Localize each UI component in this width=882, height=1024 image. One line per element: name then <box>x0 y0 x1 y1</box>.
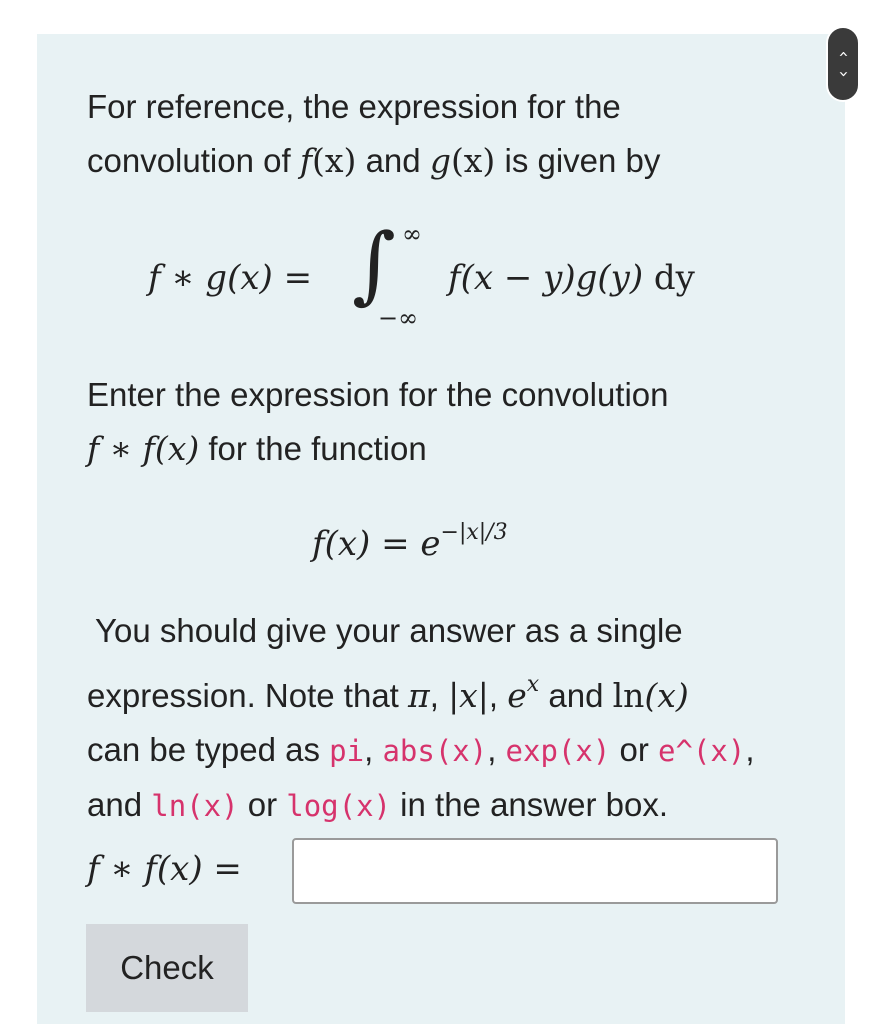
code-ln: ln(x) <box>151 789 239 823</box>
lower-limit: −∞ <box>378 304 419 332</box>
chevron-up-icon[interactable]: ‹ <box>833 50 853 58</box>
formula-lhs: f ∗ g(x) = <box>148 258 313 298</box>
task-paragraph <box>87 368 669 476</box>
intro-paragraph <box>87 80 660 188</box>
intro-line-2: convolution of f(x) and g(x) is given by <box>87 141 661 180</box>
check-button[interactable]: Check <box>86 924 248 1012</box>
note-line-3: can be typed as pi, abs(x), exp(x) or e^(x), <box>87 731 755 768</box>
intro-line-1: For reference, the expression for the <box>87 88 621 125</box>
integrand: f(x − y)g(y) dy <box>448 258 695 298</box>
task-line-1: Enter the expression for the convolution <box>87 376 669 413</box>
code-abs: abs(x) <box>382 734 488 768</box>
note-line-1: You should give your answer as a single <box>95 612 683 649</box>
math-f: f <box>299 141 313 180</box>
integral-sign: ∫ <box>352 215 396 313</box>
scroll-handle[interactable] <box>826 26 860 102</box>
upper-limit: ∞ <box>402 220 422 248</box>
exponent: −|x|/3 <box>440 520 508 545</box>
chevron-down-icon[interactable]: › <box>833 70 853 78</box>
code-epow: e^(x) <box>658 734 746 768</box>
note-paragraph <box>87 604 754 833</box>
note-line-4: and ln(x) or log(x) in the answer box. <box>87 786 668 823</box>
code-exp: exp(x) <box>505 734 611 768</box>
note-line-2: expression. Note that π, |x|, $e^x$ and ln(x) <box>87 672 689 715</box>
answer-label: f ∗ f(x) = <box>87 849 242 889</box>
function-formula: $f(x) = e^{-|x|/3}$ <box>312 520 508 564</box>
task-line-2: f ∗ f(x) for the function <box>87 429 427 468</box>
answer-input[interactable] <box>292 838 778 904</box>
code-log: log(x) <box>286 789 391 823</box>
code-pi: pi <box>329 734 365 768</box>
math-g: g <box>429 141 451 180</box>
